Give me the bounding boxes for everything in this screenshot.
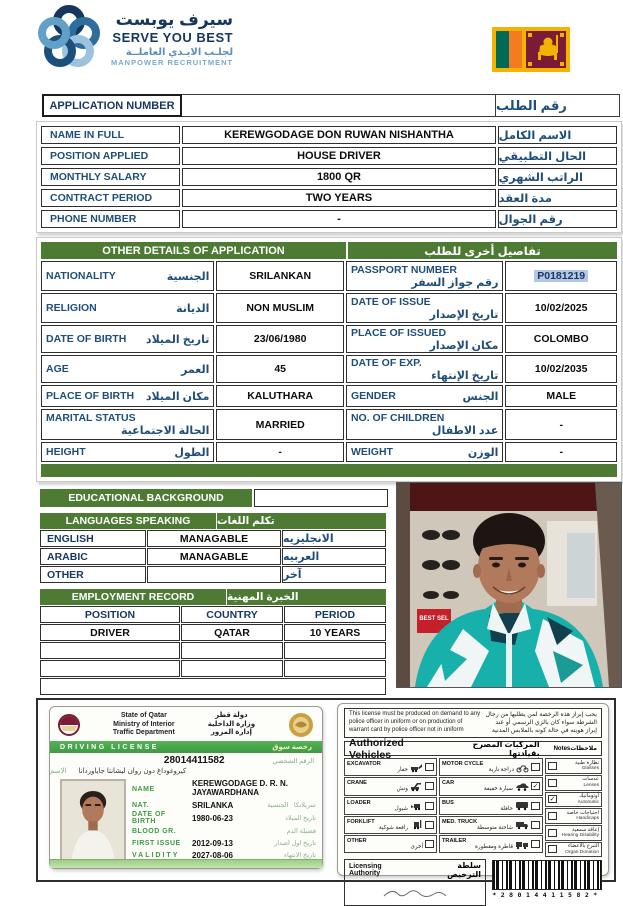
- column-header-row: [40, 606, 386, 623]
- field-value: 2012-09-13: [192, 838, 233, 848]
- language-name: OTHER: [40, 566, 146, 583]
- language-level: MANAGABLE: [147, 548, 281, 565]
- licensing-authority: Licensing Authority سلطة الترخيص: [344, 859, 486, 906]
- row-label: CONTRACT PERIOD: [41, 189, 180, 207]
- vehicle-row: MED. TRUCK شاحنة متوسطة: [439, 816, 543, 834]
- checkbox: [531, 763, 540, 771]
- cell-country: QATAR: [181, 624, 283, 641]
- language-name-arabic: آخر: [282, 566, 386, 583]
- application-number-label-arabic: رقم الطلب: [496, 94, 620, 117]
- barcode-stripes: [492, 860, 602, 890]
- row-label: HEIGHT الطول: [41, 442, 214, 462]
- row-label-arabic: الراتب الشهري: [498, 168, 617, 186]
- row-label: DATE OF ISSUE تاريخ الإصدار: [346, 293, 503, 323]
- logo-name-english: SERVE YOU BEST: [112, 30, 234, 45]
- row-value: MARRIED: [216, 409, 344, 440]
- row-value: TWO YEARS: [182, 189, 495, 207]
- row-value: 10/02/2025: [505, 293, 617, 323]
- empty-row: [40, 678, 386, 695]
- checkbox: [531, 840, 540, 848]
- row-label: POSITION APPLIED: [41, 147, 180, 165]
- field-value: KEREWGODAGE D. R. N. JAYAWARDHANA: [192, 779, 289, 797]
- row-value: -: [216, 442, 344, 462]
- vehicle-row: LOADER شيول: [344, 797, 437, 815]
- license-notice: [344, 708, 602, 738]
- table-row: [41, 126, 617, 144]
- logo-tagline-arabic: لجلـب الايـدي العاملــة: [125, 47, 234, 58]
- license-title-arabic: رخصة سوق: [272, 744, 312, 751]
- language-level: [147, 566, 281, 583]
- row-value: KALUTHARA: [216, 385, 344, 407]
- column-header: COUNTRY: [181, 606, 283, 623]
- cell-period: [284, 660, 386, 677]
- barcode: [492, 859, 602, 906]
- traffic-dept-emblem-icon: [288, 712, 314, 738]
- checkbox: [531, 802, 540, 810]
- row-label: MARITAL STATUS الحالة الاجتماعية: [41, 409, 214, 440]
- section-title: OTHER DETAILS OF APPLICATION: [41, 242, 346, 259]
- table-row: [41, 355, 617, 383]
- truck-icon: [515, 820, 529, 829]
- field-value: SRILANKA: [192, 800, 234, 810]
- language-name: ARABIC: [40, 548, 146, 565]
- checkbox: [425, 821, 434, 829]
- row-label: NO. OF CHILDREN عدد الاطفال: [346, 409, 503, 440]
- driving-license-title-bar: [50, 741, 322, 753]
- sri-lanka-flag: [492, 27, 570, 72]
- logo-knot-icon: [36, 6, 102, 72]
- table-row: [41, 442, 617, 462]
- checkbox: [548, 812, 557, 820]
- section-title-arabic: الخبرة المهنية: [227, 589, 386, 605]
- cell-period: [284, 642, 386, 659]
- basic-info-table: [36, 121, 622, 233]
- section-header: [41, 242, 617, 259]
- table-row: [41, 385, 617, 407]
- empty-cell: [254, 489, 388, 507]
- license-number: 28014411582: [163, 755, 225, 766]
- language-name: ENGLISH: [40, 530, 146, 547]
- row-label: PASSPORT NUMBER رقم جواز السفر: [346, 261, 503, 291]
- motorcycle-icon: [516, 763, 529, 772]
- table-row: [40, 548, 386, 565]
- table-row: [41, 147, 617, 165]
- row-label: GENDER الجنس: [346, 385, 503, 407]
- row-label: PLACE OF BIRTH مكان الميلاد: [41, 385, 214, 407]
- checkbox: [425, 840, 434, 848]
- company-logo: [36, 6, 233, 72]
- notice-text-ar: يجب إبراز هذه الرخصة لمن يطلبها من رجال الشرطة سواء كان بالزي الرسمي أو عند إبراز هويته في حالة كونه بالملابس المدنية: [485, 711, 597, 735]
- field-label: DATE OF BIRTH: [132, 811, 166, 825]
- license-gov-text-en: State of Qatar Ministry of Interior Traffic Department: [112, 711, 175, 737]
- qatar-emblem-icon: [58, 712, 80, 738]
- field-value: 1980-06-23: [192, 813, 233, 823]
- row-label-arabic: رقم الجوال: [498, 210, 617, 228]
- column-header: POSITION: [40, 606, 180, 623]
- cell-country: [181, 642, 283, 659]
- row-label-arabic: الحال التطبيقي: [498, 147, 617, 165]
- license-bottom-stripe: [50, 859, 322, 868]
- application-number-row: [42, 94, 620, 117]
- trailer-icon: [515, 840, 529, 849]
- row-value: -: [182, 210, 495, 228]
- educational-background-header: [40, 489, 388, 507]
- driving-license-front: State of Qatar Ministry of Interior Traffic Department دولة قطر وزارة الداخلية إدارة المرور DRIVING LICENSE رخصة سوق 28014411582 الرقم الشخصي كيروغوداغ دون روان ليشانتا جاياوردانا الاسم NAME KEREWGODAGE D. R. N. JAYAWARDHANA NAT. SRILANKA سريلانكا الجنسية DATE OF BIRTH 1980-06-23 تاريخ الميلاد BLOOD GR. فصيلة الدم FIRST ISSUE 2012-09-13 تاريخ اول اصدار VALIDITY 2027-08-06 تاريخ الانتهاء: [49, 706, 323, 869]
- table-row: [41, 189, 617, 207]
- languages-table: [40, 513, 386, 584]
- table-row: [41, 261, 617, 291]
- vehicle-row: CRANE ونش: [344, 777, 437, 795]
- checkbox: [425, 782, 434, 790]
- other-details-table: [36, 237, 622, 482]
- row-value: 1800 QR: [182, 168, 495, 186]
- table-row: [40, 660, 386, 677]
- table-row: [40, 624, 386, 641]
- vehicle-row: EXCAVATOR حفار: [344, 758, 437, 776]
- checkbox-checked: ✓: [549, 796, 556, 804]
- cell-position: DRIVER: [40, 624, 180, 641]
- row-label-arabic: مدة العقد: [498, 189, 617, 207]
- language-level: MANAGABLE: [147, 530, 281, 547]
- row-value: SRILANKAN: [216, 261, 344, 291]
- checkbox: [548, 762, 557, 770]
- employment-record-table: [40, 589, 386, 695]
- application-number-label: APPLICATION NUMBER: [42, 94, 182, 117]
- license-documents-box: [36, 698, 616, 900]
- checkbox-checked: ✓: [532, 783, 539, 791]
- logo-name-arabic: سيرف يوبست: [115, 10, 234, 29]
- table-row: [40, 642, 386, 659]
- note-row: ✓ أوتوماتيك Automatic: [545, 792, 602, 808]
- barcode-number: *28014411582*: [492, 891, 602, 900]
- note-row: نظارة طبية Glasses: [545, 758, 602, 774]
- section-title-arabic: تفاصيل أخرى للطلب: [348, 242, 617, 259]
- driving-license-back: [337, 703, 609, 900]
- row-label: WEIGHT الوزن: [346, 442, 503, 462]
- field-label: VALIDITY: [132, 851, 180, 859]
- row-value: HOUSE DRIVER: [182, 147, 495, 165]
- note-row: احتياجات خاصة Handicaps: [545, 808, 602, 824]
- row-label: DATE OF EXP. تاريخ الإنتهاء: [346, 355, 503, 383]
- table-row: [41, 210, 617, 228]
- license-name-arabic: كيروغوداغ دون روان ليشانتا جاياوردانا: [78, 768, 187, 775]
- checkbox: [548, 829, 557, 837]
- section-header: [40, 589, 386, 605]
- row-label: MONTHLY SALARY: [41, 168, 180, 186]
- vehicle-column-middle: [439, 758, 543, 857]
- vehicle-row: TRAILER قاطرة ومقطورة: [439, 835, 543, 853]
- row-label: AGE العمر: [41, 355, 214, 383]
- loader-icon: [410, 801, 423, 810]
- section-title: LANGUAGES SPEAKING: [40, 513, 216, 529]
- license-photo: [60, 779, 126, 863]
- row-label: RELIGION الديانة: [41, 293, 214, 323]
- table-row: [40, 530, 386, 547]
- language-name-arabic: الانجليزيه: [282, 530, 386, 547]
- car-icon: [515, 782, 529, 791]
- cell-position: [40, 660, 180, 677]
- table-row: [41, 168, 617, 186]
- checkbox: [425, 802, 434, 810]
- section-footer-bar: [41, 464, 617, 477]
- license-gov-text-ar: دولة قطر وزارة الداخلية إدارة المرور: [207, 711, 256, 737]
- row-value: COLOMBO: [505, 325, 617, 353]
- license-name-label-arabic: الاسم: [50, 768, 67, 775]
- column-header: PERIOD: [284, 606, 386, 623]
- vehicle-row: MOTOR CYCLE دراجة نارية: [439, 758, 543, 776]
- table-row: [40, 566, 386, 583]
- notes-column: [545, 758, 602, 857]
- row-label: PLACE OF ISSUED مكان الإصدار: [346, 325, 503, 353]
- section-title: EDUCATIONAL BACKGROUND: [40, 489, 252, 507]
- row-label: NAME IN FULL: [41, 126, 180, 144]
- field-label: BLOOD GR.: [132, 827, 177, 835]
- field-value: 2027-08-06: [192, 850, 233, 860]
- checkbox: [548, 845, 557, 853]
- checkbox: [425, 763, 434, 771]
- checkbox: [531, 821, 540, 829]
- row-value: MALE: [505, 385, 617, 407]
- field-label: FIRST ISSUE: [132, 839, 181, 847]
- vehicle-row: FORKLIFT رافعة شوكية: [344, 816, 437, 834]
- row-value: -: [505, 409, 617, 440]
- applicant-photo: [396, 482, 622, 688]
- vehicle-row: OTHER أخرى: [344, 835, 437, 853]
- language-name-arabic: العربيه: [282, 548, 386, 565]
- row-value: NON MUSLIM: [216, 293, 344, 323]
- license-number-label-arabic: الرقم الشخصي: [272, 757, 314, 765]
- signature: [380, 885, 450, 901]
- row-value: 23/06/1980: [216, 325, 344, 353]
- row-label: DATE OF BIRTH تاريخ الميلاد: [41, 325, 214, 353]
- checkbox: [548, 779, 557, 787]
- field-label: NAME: [132, 785, 155, 793]
- note-row: التبرع بالأعضاء Organ Donation: [545, 842, 602, 858]
- application-number-value: [182, 94, 496, 117]
- row-label: PHONE NUMBER: [41, 210, 180, 228]
- row-value: 10/02/2035: [505, 355, 617, 383]
- row-value: -: [505, 442, 617, 462]
- forklift-icon: [410, 820, 423, 829]
- applicant-photo-image: [397, 483, 621, 687]
- table-row: [41, 409, 617, 440]
- note-row: إعاقة سمعية Hearing Disability: [545, 825, 602, 841]
- note-row: عدسات Lenses: [545, 775, 602, 791]
- logo-tagline-english: MANPOWER RECRUITMENT: [111, 58, 234, 67]
- bus-icon: [515, 801, 529, 810]
- svg-text:BEST SEL: BEST SEL: [419, 616, 449, 622]
- section-header: [40, 513, 386, 529]
- section-title: EMPLOYMENT RECORD: [40, 589, 226, 605]
- row-value: KEREWGODAGE DON RUWAN NISHANTHA: [182, 126, 495, 144]
- vehicle-row: BUS حافلة: [439, 797, 543, 815]
- row-value: 45: [216, 355, 344, 383]
- field-label: NAT.: [132, 801, 150, 809]
- row-label-arabic: الاسم الكامل: [498, 126, 617, 144]
- passport-number-highlight: P0181219: [534, 270, 588, 282]
- crane-icon: [410, 782, 423, 791]
- vehicle-row: CAR سيارة خفيفة ✓: [439, 777, 543, 795]
- table-row: [41, 293, 617, 323]
- cell-country: [181, 660, 283, 677]
- excavator-icon: [410, 763, 423, 772]
- license-title: DRIVING LICENSE: [60, 743, 159, 751]
- notice-text-en: This license must be produced on demand to any police officer in uniform or on production of warrant card by police officer not in uniform: [349, 711, 481, 733]
- vehicle-column-left: [344, 758, 437, 857]
- cell-position: [40, 642, 180, 659]
- authorized-vehicles-header: Authorized Vehicles المركبات المصرح بقيادتها ملاحظاتNotes: [344, 741, 602, 756]
- section-title-arabic: تكلم اللغات: [217, 513, 386, 529]
- row-label: NATIONALITY الجنسية: [41, 261, 214, 291]
- table-row: [41, 325, 617, 353]
- cell-period: 10 YEARS: [284, 624, 386, 641]
- row-value: [505, 261, 617, 291]
